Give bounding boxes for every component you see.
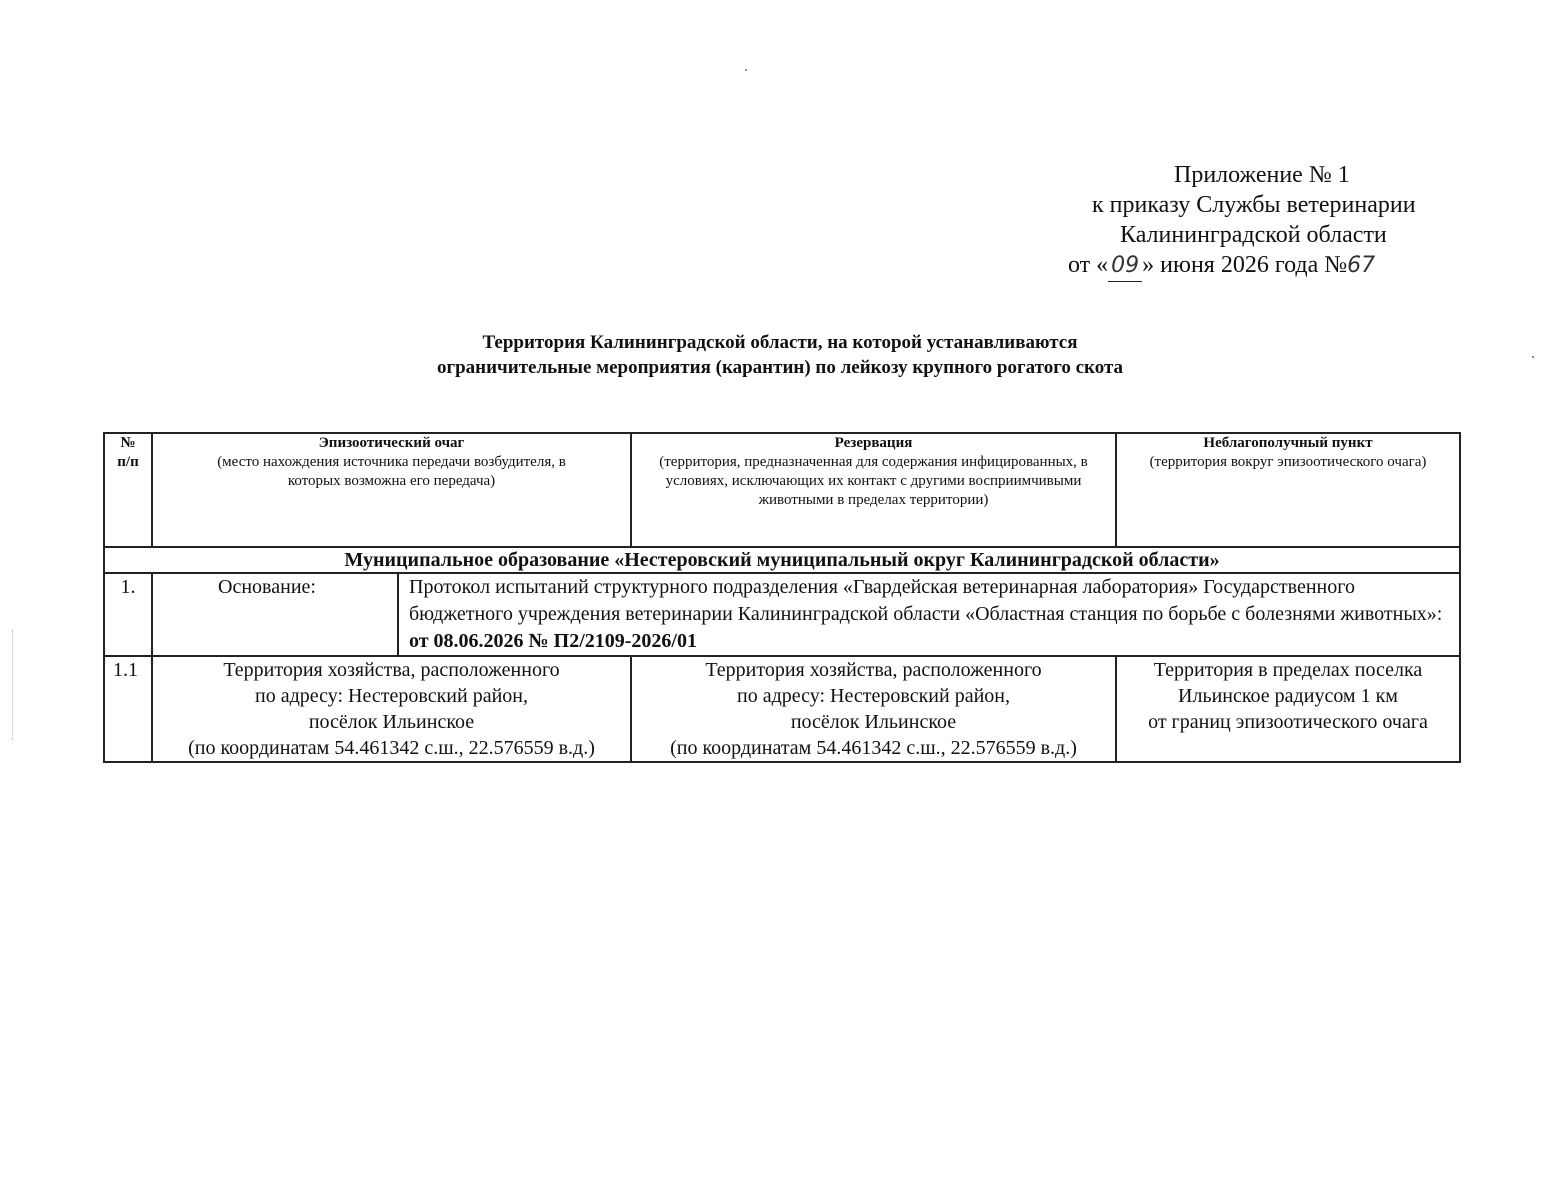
row-number: 1.1: [104, 656, 152, 762]
header-unfavorable-title: Неблагополучный пункт: [1203, 435, 1373, 451]
handwritten-day: 09: [1108, 251, 1142, 282]
header-reservation-desc: (территория, предназначенная для содержания инфицированных, в условиях, исключающих их контакт с другими восприимчивыми животными в пределах территории): [659, 454, 1088, 508]
header-focus: [152, 433, 631, 547]
document-title: [280, 330, 1280, 380]
focus-cell: [152, 656, 631, 762]
table-header-row: [104, 433, 1460, 547]
date-prefix: от «: [1068, 252, 1109, 278]
title-line-1: Территория Калининградской области, на которой устанавливаются: [482, 332, 1078, 353]
header-number-title: №: [120, 435, 136, 451]
focus-line: Территория хозяйства, расположенного: [223, 659, 560, 681]
unfavorable-line: Ильинское радиусом 1 км: [1178, 685, 1398, 707]
scan-speck: [745, 69, 747, 71]
appendix-date-line: [1040, 250, 1480, 282]
focus-coordinates: (по координатам 54.461342 с.ш., 22.576559 в.д.): [188, 737, 595, 759]
focus-line: посёлок Ильинское: [308, 711, 475, 733]
reservation-line: Территория хозяйства, расположенного: [705, 659, 1042, 681]
header-unfavorable: [1116, 433, 1460, 547]
unfavorable-line: от границ эпизоотического очага: [1148, 711, 1428, 733]
section-row: [104, 547, 1460, 573]
basis-text-cell: [398, 573, 1460, 656]
appendix-line-2: к приказу Службы ветеринарии: [1092, 192, 1416, 218]
unfavorable-line: Территория в пределах поселка: [1153, 659, 1423, 681]
reservation-coordinates: (по координатам 54.461342 с.ш., 22.576559 в.д.): [670, 737, 1077, 759]
appendix-line-3: Калининградской области: [1120, 222, 1387, 248]
scan-margin-marks: [12, 630, 16, 740]
reservation-line: по адресу: Нестеровский район,: [737, 685, 1010, 707]
date-middle: » июня 2026 года №: [1142, 252, 1348, 278]
header-number: [104, 433, 152, 547]
title-line-2: ограничительные мероприятия (карантин) по лейкозу крупного рогатого скота: [436, 357, 1124, 378]
appendix-line-1: Приложение № 1: [1174, 162, 1350, 188]
header-unfavorable-desc: (территория вокруг эпизоотического очага): [1149, 454, 1427, 470]
header-reservation: [631, 433, 1116, 547]
header-focus-title: Эпизоотический очаг: [318, 435, 465, 451]
appendix-block: [1040, 160, 1480, 282]
basis-label: Основание:: [152, 573, 398, 656]
reservation-line: посёлок Ильинское: [790, 711, 957, 733]
focus-line: по адресу: Нестеровский район,: [255, 685, 528, 707]
header-number-subtitle: п/п: [117, 454, 139, 470]
header-focus-desc: (место нахождения источника передачи возбудителя, в которых возможна его передача): [217, 454, 566, 489]
municipality-section: Муниципальное образование «Нестеровский муниципальный округ Калининградской области»: [104, 547, 1460, 573]
unfavorable-cell: [1116, 656, 1460, 762]
basis-text: Протокол испытаний структурного подразделения «Гвардейская ветеринарная лаборатория» Государственного бюджетного учреждения ветеринарии Калининградской области «Областная станция по борьбе с болезнями животных»:: [409, 576, 1443, 625]
handwritten-order-number: 67: [1347, 253, 1376, 278]
row-number: 1.: [104, 573, 152, 656]
scan-speck: [1532, 356, 1534, 358]
basis-protocol-ref: от 08.06.2026 № П2/2109-2026/01: [409, 630, 697, 652]
header-reservation-title: Резервация: [834, 435, 913, 451]
table-row: [104, 656, 1460, 762]
quarantine-table: [103, 432, 1461, 763]
table-row: [104, 573, 1460, 656]
reservation-cell: [631, 656, 1116, 762]
